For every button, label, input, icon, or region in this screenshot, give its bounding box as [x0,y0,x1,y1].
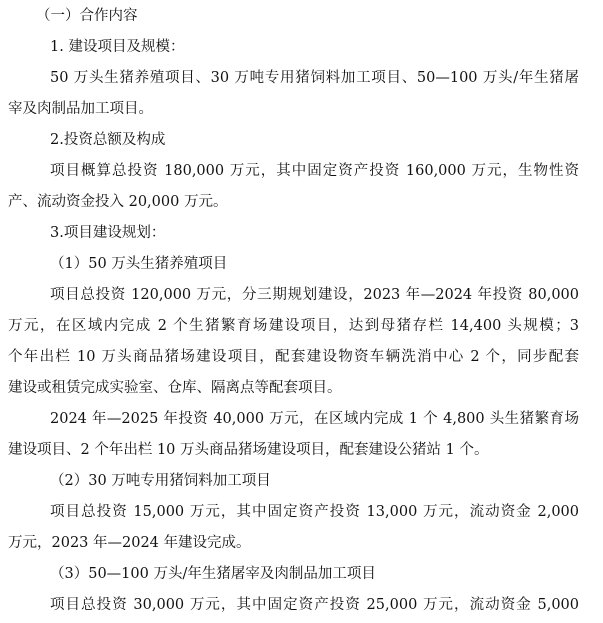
subsection-3-title: （3）50—100 万头/年生猪屠宰及肉制品加工项目 [50,566,376,582]
section-2-title: 2.投资总额及构成 [50,132,166,148]
section-2-paragraph-line: 项目概算总投资 180,000 万元，其中固定资产投资 160,000 万元，生物性资 [50,163,579,179]
subsection-2-title: （2）30 万吨专用猪饲料加工项目 [50,473,271,489]
section-1-paragraph-line: 50 万头生猪养殖项目、30 万吨专用猪饲料加工项目、50—100 万头/年生猪屠 [50,70,579,86]
subsection-3-paragraph-line: 项目总投资 30,000 万元，其中固定资产投资 25,000 万元，流动资金 5,000 [50,597,579,613]
section-1-title: 1. 建设项目及规模： [50,39,185,55]
subsection-1-paragraph-line: 建设项目、2 个年出栏 10 万头商品猪场建设项目，配套建设公猪站 1 个。 [8,442,489,458]
subsection-1-paragraph-line: 个年出栏 10 万头商品猪场建设项目，配套建设物资车辆洗消中心 2 个，同步配套 [8,349,579,365]
subsection-1-title: （1）50 万头生猪养殖项目 [50,256,228,272]
section-3-title: 3.项目建设规划： [50,225,166,241]
subsection-1-paragraph-line: 万元，在区域内完成 2 个生猪繁育场建设项目，达到母猪存栏 14,400 头规模；3 [8,318,579,334]
section-2-paragraph-line: 产、流动资金投入 20,000 万元。 [8,194,228,210]
section-1-paragraph-line: 宰及肉制品加工项目。 [8,101,153,117]
subsection-2-paragraph-line: 项目总投资 15,000 万元，其中固定资产投资 13,000 万元，流动资金 2,000 [50,504,579,520]
subsection-1-paragraph-line: 建设或租赁完成实验室、仓库、隔离点等配套项目。 [8,380,342,396]
subsection-1-paragraph-line: 项目总投资 120,000 万元，分三期规划建设，2023 年—2024 年投资 80,000 [50,287,579,303]
subsection-1-paragraph-line: 2024 年—2025 年投资 40,000 万元，在区域内完成 1 个 4,800 头生猪繁育场 [50,411,579,427]
subsection-2-paragraph-line: 万元，2023 年—2024 年建设完成。 [8,535,251,551]
section-heading: （一）合作内容 [36,8,138,24]
